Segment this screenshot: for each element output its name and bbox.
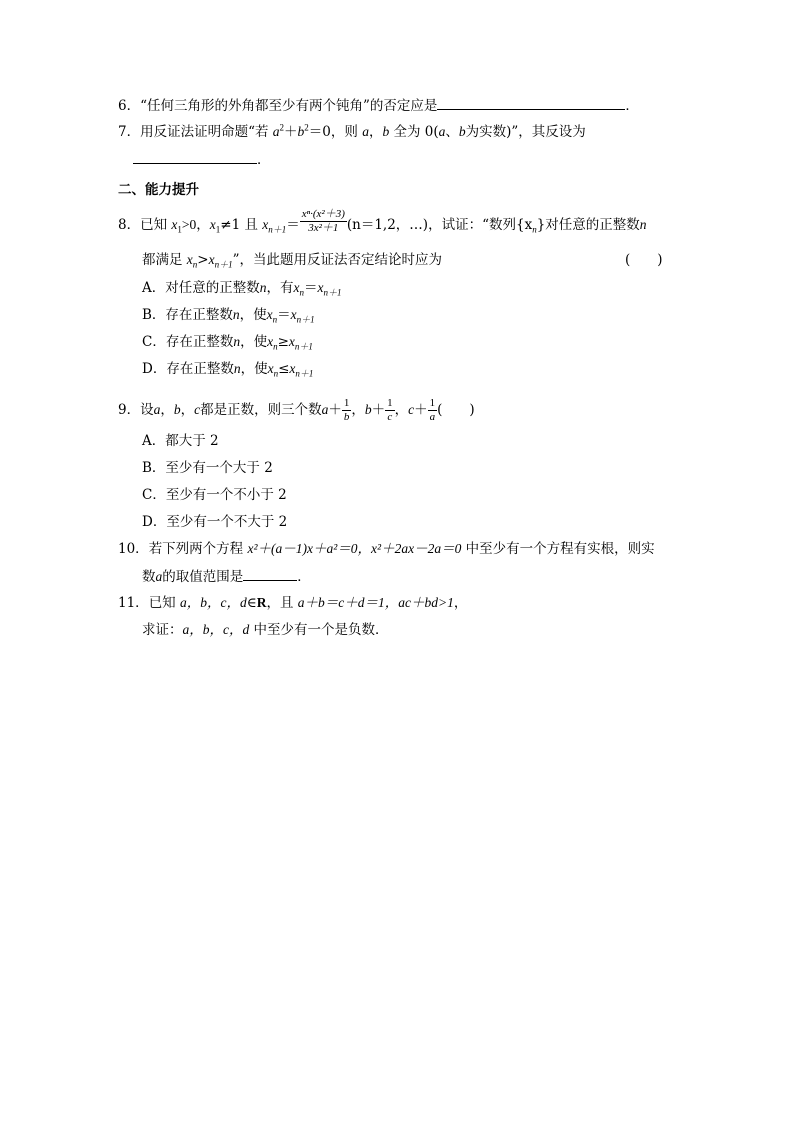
math-var: b — [382, 124, 390, 139]
option-text: 至少有一个不小于 2 — [165, 487, 287, 503]
option-text: 对任意的正整数 — [165, 280, 260, 296]
answer-blank[interactable] — [133, 149, 257, 164]
math-var: b — [364, 402, 372, 417]
math-op: ≤ — [278, 361, 290, 377]
math-op: ＝ — [277, 307, 291, 323]
math-var: x — [208, 252, 215, 267]
option-text: 都大于 2 — [165, 433, 219, 449]
math-var: a — [155, 569, 163, 584]
math-var: n — [232, 307, 240, 322]
question-text: 已知 — [148, 595, 176, 611]
fraction-numerator: 1 — [387, 397, 393, 409]
option-text: 存在正整数 — [165, 307, 233, 323]
question-text: 全为 0( — [393, 124, 439, 140]
fraction-denominator: 3x²＋1 — [308, 222, 339, 234]
real-set: R — [256, 595, 267, 610]
punctuation: 、 — [445, 124, 459, 140]
math-sub: n — [273, 368, 279, 379]
question-7-line2 — [133, 149, 271, 170]
math-var: x — [267, 334, 274, 349]
fraction-numerator: 1 — [343, 397, 350, 409]
punctuation: ， — [368, 124, 383, 140]
option-text: ，有 — [266, 280, 294, 296]
fraction-numerator: 1 — [429, 397, 436, 409]
math-op: ＋ — [414, 402, 428, 418]
question-text: 用反证法证明命题“若 — [140, 124, 273, 140]
math-vars: a，b，c，d — [182, 622, 250, 637]
option-label: B． — [142, 460, 166, 476]
question-7 — [118, 122, 586, 142]
question-text: 中至少有一个是负数． — [253, 622, 389, 638]
punctuation: ． — [625, 98, 639, 114]
question-text: (n＝1,2，…)，试证：“数列{x — [346, 217, 533, 233]
math-var: a — [362, 124, 369, 139]
math-sub: n＋1 — [214, 259, 233, 270]
option-text: 至少有一个不大于 2 — [166, 514, 288, 530]
question-text: “任何三角形的外角都至少有两个钝角”的否定应是 — [140, 98, 438, 114]
math-var: n — [233, 361, 241, 376]
math-var: x — [209, 217, 216, 232]
option-label: C． — [142, 334, 166, 350]
fraction-1-over-b — [342, 397, 352, 424]
recurrence-fraction — [300, 208, 347, 235]
option-text: ，使 — [240, 334, 268, 350]
math-exp: 2 — [304, 122, 309, 133]
math-sub: n＋1 — [323, 287, 342, 298]
option-label: D． — [142, 361, 167, 377]
fraction-numerator: xⁿ·(x²＋3) — [301, 208, 345, 220]
question-text: 都满足 — [142, 252, 187, 268]
option-c[interactable] — [142, 332, 313, 352]
answer-bracket[interactable]: ( ) — [437, 402, 475, 418]
math-var: x — [186, 252, 193, 267]
question-number: 7． — [118, 124, 141, 140]
question-text: 求证： — [142, 622, 183, 638]
math-var: x — [171, 217, 178, 232]
math-var: a — [321, 402, 329, 417]
math-var: a — [438, 124, 446, 139]
math-op: ＋ — [284, 124, 298, 140]
option-a[interactable] — [142, 278, 342, 298]
math-sub: n＋1 — [295, 368, 314, 379]
math-sub: n — [272, 314, 278, 325]
answer-blank[interactable] — [243, 566, 297, 581]
math-sub: n＋1 — [268, 224, 287, 235]
question-8 — [118, 208, 647, 235]
math-var: n — [259, 280, 267, 295]
math-var: x — [288, 334, 295, 349]
option-label: B． — [142, 307, 166, 323]
math-op: ＝ — [286, 217, 300, 233]
equations: x²＋(a－1)x＋a²＝0，x²＋2ax－2a＝0 — [247, 541, 462, 556]
question-number: 9． — [118, 402, 141, 418]
fraction-denominator: b — [343, 411, 350, 423]
math-op: ＋ — [328, 402, 342, 418]
question-9 — [118, 397, 475, 424]
math-exp: 2 — [279, 122, 285, 133]
question-8-line2 — [142, 250, 442, 270]
option-text: ，使 — [240, 361, 268, 377]
question-text: 为实数)”，其反设为 — [465, 124, 586, 140]
math-var: b — [173, 402, 181, 417]
question-text: ”，当此题用反证法否定结论时应为 — [232, 252, 443, 268]
section-heading: 二、能力提升 — [118, 182, 199, 198]
math-sub: n — [192, 259, 198, 270]
math-var: x — [266, 307, 273, 322]
question-6 — [118, 95, 639, 116]
math-var: c — [408, 402, 415, 417]
option-d[interactable] — [142, 359, 313, 379]
math-sub: 1 — [177, 224, 182, 235]
question-number: 6． — [118, 98, 141, 114]
question-number: 10． — [118, 541, 149, 557]
question-text: 都是正数，则三个数 — [200, 402, 322, 418]
question-text: 若下列两个方程 — [148, 541, 244, 557]
punctuation: ， — [394, 402, 409, 418]
math-sub: n＋1 — [296, 314, 315, 325]
math-var: b — [297, 124, 305, 139]
math-sub: n＋1 — [294, 341, 313, 352]
math-expr: ≠1 且 — [220, 217, 263, 233]
fraction-1-over-c — [385, 397, 395, 424]
math-var: x — [293, 280, 300, 295]
math-var: n — [639, 217, 647, 232]
math-var: b — [458, 124, 466, 139]
option-b[interactable] — [142, 458, 273, 478]
math-var: x — [267, 361, 274, 376]
math-op: > — [197, 252, 209, 268]
option-label: C． — [142, 487, 166, 503]
option-text: 至少有一个大于 2 — [165, 460, 273, 476]
question-text: }对任意的正整数 — [536, 217, 640, 233]
punctuation: ． — [297, 569, 311, 585]
math-var: x — [262, 217, 269, 232]
question-11-line2 — [142, 620, 389, 640]
math-var: x — [289, 361, 296, 376]
math-op: ≥ — [277, 334, 289, 350]
option-label: A． — [142, 433, 166, 449]
punctuation: ， — [180, 402, 195, 418]
question-text: 的取值范围是 — [162, 569, 244, 585]
question-text: 中至少有一个方程有实根，则实 — [465, 541, 655, 557]
punctuation: ， — [351, 402, 365, 418]
math-var: a — [153, 402, 161, 417]
answer-bracket[interactable]: ( ) — [625, 252, 663, 268]
answer-blank[interactable] — [437, 95, 625, 110]
question-number: 11． — [118, 595, 149, 611]
question-number: 8． — [118, 217, 141, 233]
math-sub: n — [273, 341, 278, 352]
option-text: 存在正整数 — [166, 361, 234, 377]
option-label: D． — [142, 514, 167, 530]
math-var: n — [233, 334, 241, 349]
question-text: 数 — [142, 569, 156, 585]
question-10 — [118, 539, 655, 559]
math-var: x — [317, 280, 324, 295]
question-11 — [118, 593, 467, 613]
punctuation: ． — [257, 152, 271, 168]
fraction-1-over-a — [428, 397, 438, 424]
question-text: 已知 — [140, 217, 172, 233]
option-c[interactable] — [142, 485, 287, 505]
option-text: 存在正整数 — [165, 334, 234, 350]
question-text: ＝0，则 — [308, 124, 358, 140]
question-text: ，且 — [266, 595, 294, 611]
math-op: ∈ — [246, 595, 257, 611]
math-sub: 1 — [215, 224, 221, 235]
option-b[interactable] — [142, 305, 315, 325]
math-vars: a，b，c，d — [179, 595, 247, 610]
fraction-denominator: a — [429, 411, 436, 423]
math-expr: >0， — [181, 217, 210, 232]
math-var: c — [194, 402, 201, 417]
punctuation: ， — [453, 595, 468, 611]
fraction-denominator: c — [387, 411, 393, 423]
math-var: a — [272, 124, 280, 139]
math-condition: a＋b＝c＋d＝1，ac＋bd>1 — [297, 595, 454, 610]
question-10-line2 — [142, 566, 311, 587]
math-sub: n — [299, 287, 304, 298]
option-label: A． — [142, 280, 166, 296]
math-var: x — [290, 307, 297, 322]
option-text: ，使 — [239, 307, 267, 323]
math-sub: n — [532, 224, 537, 235]
question-text: 设 — [140, 402, 154, 418]
math-op: ＋ — [371, 402, 386, 418]
punctuation: ， — [160, 402, 174, 418]
option-d[interactable] — [142, 512, 287, 532]
math-op: ＝ — [304, 280, 318, 296]
option-a[interactable] — [142, 431, 219, 451]
